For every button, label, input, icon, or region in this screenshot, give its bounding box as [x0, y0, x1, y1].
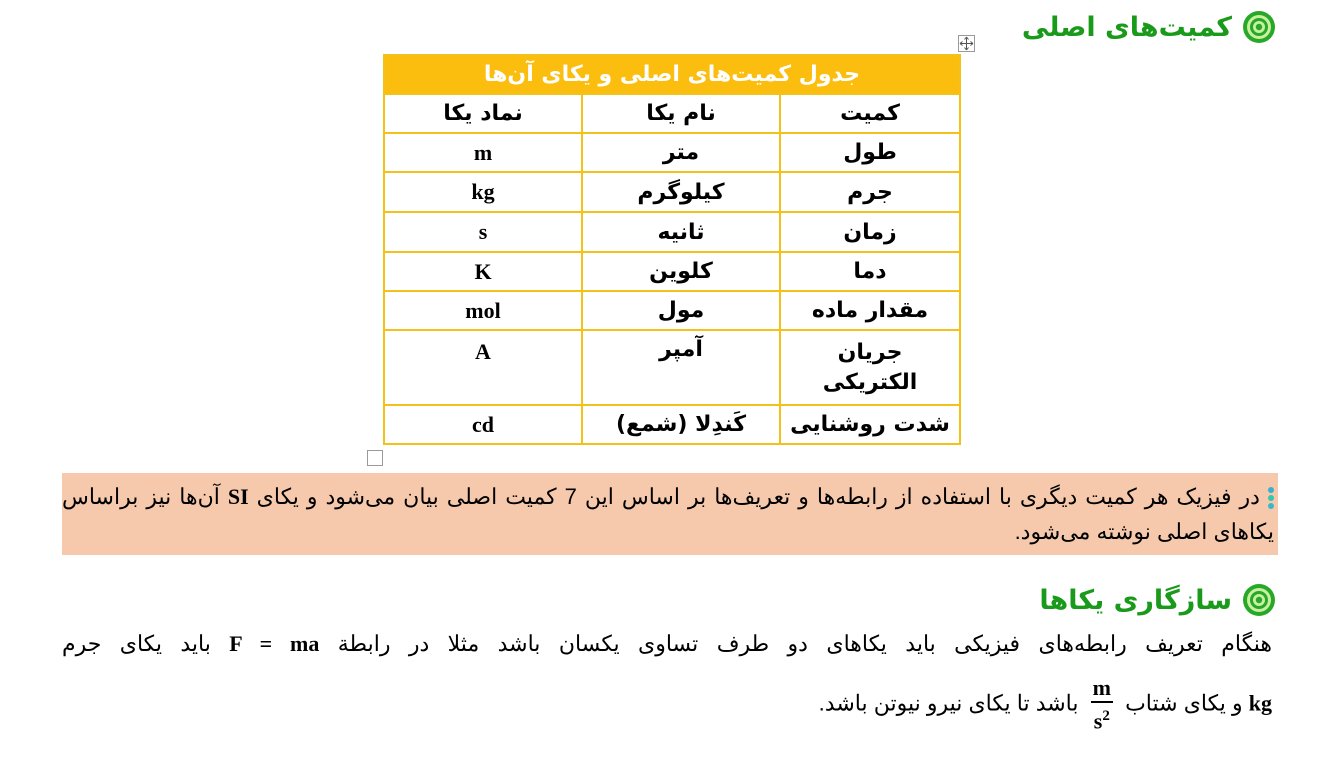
dotted-bullet-icon — [1268, 487, 1274, 509]
move-arrows-icon — [959, 36, 974, 51]
quantity-cell: جریان الکتریکی — [780, 330, 960, 405]
quantity-cell: زمان — [780, 212, 960, 252]
table-row — [384, 212, 960, 252]
table-caption: جدول کمیت‌های اصلی و یکای آن‌ها — [384, 55, 960, 94]
unit-symbol-cell: m — [384, 133, 582, 172]
target-icon — [1242, 10, 1276, 44]
note-box — [62, 473, 1278, 555]
unit-symbol-cell: cd — [384, 405, 582, 444]
unit-symbol-cell: mol — [384, 291, 582, 330]
note-text — [62, 473, 1278, 549]
fraction-numerator: m — [1091, 675, 1113, 703]
unit-symbol-cell: A — [384, 330, 582, 405]
si-label: SI — [227, 484, 249, 509]
acceleration-unit-fraction — [1091, 675, 1113, 734]
table-header-row — [384, 94, 960, 133]
table-row — [384, 133, 960, 172]
quantity-cell: مقدار ماده — [780, 291, 960, 330]
section-title: کمیت‌های اصلی — [1021, 11, 1232, 43]
quantity-cell: دما — [780, 252, 960, 291]
paragraph-text: باشد تا یکای نیرو نیوتن باشد. — [818, 690, 1079, 716]
table-row — [384, 330, 960, 405]
basic-quantities-table — [383, 54, 961, 445]
target-icon — [1242, 583, 1276, 617]
unit-name-cell: متر — [582, 133, 780, 172]
unit-name-cell: مول — [582, 291, 780, 330]
paragraph-text: هنگام تعریف رابطه‌های فیزیکی باید یکاهای دو طرف تساوی یکسان باشد مثلا در رابطة — [337, 631, 1272, 656]
table-row — [384, 291, 960, 330]
fraction-denominator-base: s — [1093, 708, 1103, 734]
section-heading-basic-quantities — [1022, 10, 1276, 44]
formula: F = ma — [229, 631, 320, 656]
paragraph-text: باید یکای جرم — [62, 631, 211, 656]
paragraph-line-2 — [62, 675, 1272, 734]
fraction-denominator — [1094, 703, 1110, 734]
note-text-part2: آن‌ها نیز براساس یکاهای اصلی نوشته می‌شود. — [62, 484, 1274, 544]
unit-symbol-cell: K — [384, 252, 582, 291]
fraction-exponent: 2 — [1102, 708, 1110, 724]
quantity-cell: شدت روشنایی — [780, 405, 960, 444]
section-heading-unit-consistency — [1039, 583, 1276, 617]
unit-name-cell: کَندِلا (شمع) — [582, 405, 780, 444]
quantity-cell: طول — [780, 133, 960, 172]
column-header: نماد یکا — [384, 94, 582, 133]
unit-symbol-cell: kg — [384, 172, 582, 212]
table-row — [384, 252, 960, 291]
unit-symbol-cell: s — [384, 212, 582, 252]
unit-name-cell: کیلوگرم — [582, 172, 780, 212]
paragraph-line-1 — [62, 631, 1272, 657]
column-header: نام یکا — [582, 94, 780, 133]
table-row — [384, 405, 960, 444]
unit-kg: kg — [1248, 690, 1272, 716]
column-header: کمیت — [780, 94, 960, 133]
paragraph-text: و یکای شتاب — [1125, 690, 1243, 716]
unit-name-cell: ثانیه — [582, 212, 780, 252]
note-text-part1: در فیزیک هر کمیت دیگری با استفاده از رابطه‌ها و تعریف‌ها بر اساس این 7 کمیت اصلی بیان می‌شود و یکای — [256, 484, 1260, 509]
unit-name-cell: آمپر — [582, 330, 780, 405]
table-row — [384, 172, 960, 212]
unit-name-cell: کلوین — [582, 252, 780, 291]
table-resize-handle[interactable] — [367, 450, 383, 466]
table-move-handle[interactable] — [958, 35, 975, 52]
quantity-cell: جرم — [780, 172, 960, 212]
section-title: سازگاری یکاها — [1039, 584, 1232, 616]
